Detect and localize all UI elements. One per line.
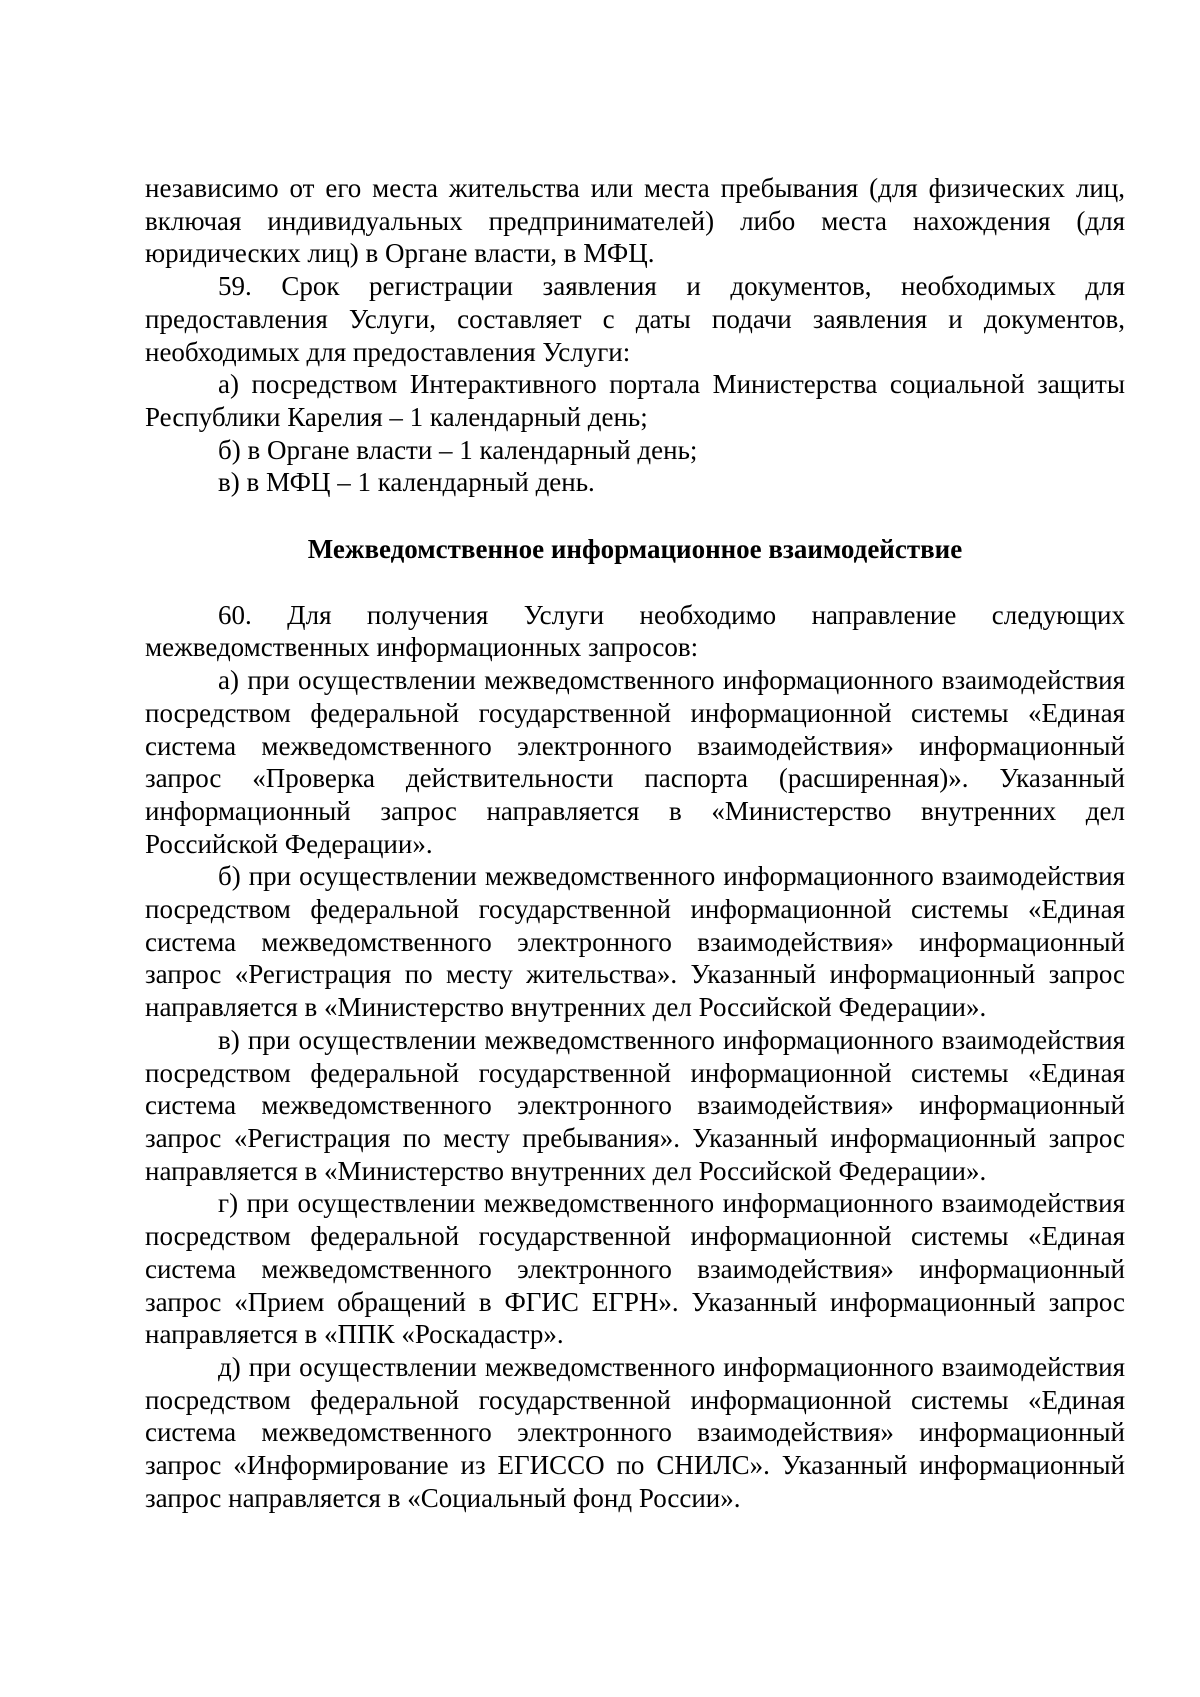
intro-paragraph: независимо от его места жительства или места пребывания (для физических лиц, включая индивидуальных предпринимателей) либо места нахождения (для юридических лиц) в Органе власти, в МФЦ.	[145, 173, 1125, 269]
item-60-subitem-b: б) при осуществлении межведомственного информационного взаимодействия посредством федеральной государственной информационной системы «Единая система межведомственного электронного взаимодействия» информационный запрос «Регистрация по месту жительства». Указанный информационный запрос направляется в «Министерство внутренних дел Российской Федерации».	[145, 861, 1125, 1023]
item-60-subitem-a: а) при осуществлении межведомственного информационного взаимодействия посредством федеральной государственной информационной системы «Единая система межведомственного электронного взаимодействия» информационный запрос «Проверка действительности паспорта (расширенная)». Указанный информационный запрос направляется в «Министерство внутренних дел Российской Федерации».	[145, 665, 1125, 859]
item-60-subitem-g: г) при осуществлении межведомственного информационного взаимодействия посредством федеральной государственной информационной системы «Единая система межведомственного электронного взаимодействия» информационный запрос «Прием обращений в ФГИС ЕГРН». Указанный информационный запрос направляется в «ППК «Роскадастр».	[145, 1188, 1125, 1350]
item-59-subitem-v: в) в МФЦ – 1 календарный день.	[218, 467, 595, 498]
item-59-subitem-a: а) посредством Интерактивного портала Министерства социальной защиты Республики Карелия – 1 календарный день;	[145, 369, 1125, 432]
item-59-paragraph: 59. Срок регистрации заявления и документов, необходимых для предоставления Услуги, составляет с даты подачи заявления и документов, необходимых для предоставления Услуги:	[145, 271, 1125, 367]
document-page	[145, 172, 1125, 1514]
item-60-paragraph: 60. Для получения Услуги необходимо направление следующих межведомственных информационных запросов:	[145, 599, 1125, 663]
item-60-subitem-v: в) при осуществлении межведомственного информационного взаимодействия посредством федеральной государственной информационной системы «Единая система межведомственного электронного взаимодействия» информационный запрос «Регистрация по месту пребывания». Указанный информационный запрос направляется в «Министерство внутренних дел Российской Федерации».	[145, 1024, 1125, 1186]
item-59-subitem-b: б) в Органе власти – 1 календарный день;	[218, 434, 698, 465]
item-60-subitem-d: д) при осуществлении межведомственного информационного взаимодействия посредством федеральной государственной информационной системы «Единая система межведомственного электронного взаимодействия» информационный запрос «Информирование из ЕГИССО по СНИЛС». Указанный информационный запрос направляется в «Социальный фонд России».	[145, 1351, 1125, 1513]
section-heading: Межведомственное информационное взаимодействие	[307, 534, 963, 565]
